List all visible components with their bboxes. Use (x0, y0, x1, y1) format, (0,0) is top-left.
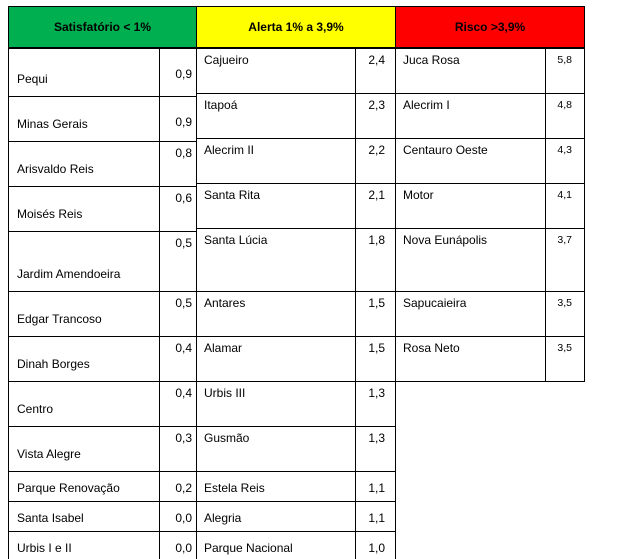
rate-value: 0,4 (175, 341, 192, 355)
header-alerta (196, 6, 396, 48)
cell-divider (159, 232, 160, 291)
cell-divider (159, 427, 160, 471)
place-name: Alegria (204, 511, 242, 525)
cell-divider (545, 49, 546, 93)
rate-value: 1,1 (368, 481, 385, 495)
rate-value: 0,9 (175, 67, 192, 81)
table-row (8, 231, 197, 292)
cell-divider (159, 142, 160, 186)
table-row (8, 501, 197, 532)
header-label: Alerta 1% a 3,9% (248, 20, 344, 34)
table-row (8, 48, 197, 97)
cell-divider (159, 187, 160, 231)
rate-value: 1,5 (368, 296, 385, 310)
table-row (395, 48, 585, 94)
place-name: Sapucaieira (403, 296, 467, 310)
cell-divider (355, 472, 356, 501)
cell-divider (355, 292, 356, 336)
rate-value: 4,3 (557, 144, 572, 156)
rate-value: 0,5 (175, 236, 192, 250)
rate-value: 2,3 (368, 98, 385, 112)
cell-divider (159, 502, 160, 531)
table-row (8, 336, 197, 382)
table-row (8, 96, 197, 142)
table-row (196, 336, 396, 382)
cell-divider (545, 229, 546, 291)
rate-value: 0,3 (175, 431, 192, 445)
table-row (8, 381, 197, 427)
table-row (196, 93, 396, 139)
rate-value: 0,2 (175, 481, 192, 495)
place-name: Alecrim I (403, 98, 450, 112)
place-name: Juca Rosa (403, 53, 460, 67)
rate-value: 3,5 (557, 342, 572, 354)
table-row (8, 426, 197, 472)
place-name: Parque Renovação (17, 481, 120, 495)
place-name: Moisés Reis (17, 207, 83, 221)
table-row (395, 336, 585, 382)
rate-value: 0,0 (175, 541, 192, 555)
cell-divider (545, 184, 546, 228)
cell-divider (355, 184, 356, 228)
cell-divider (355, 94, 356, 138)
table-row (8, 291, 197, 337)
place-name: Nova Eunápolis (403, 233, 488, 247)
rate-value: 0,8 (175, 146, 192, 160)
cell-divider (159, 49, 160, 96)
cell-divider (159, 382, 160, 426)
table-row (196, 426, 396, 472)
cell-divider (159, 97, 160, 141)
place-name: Antares (204, 296, 246, 310)
cell-divider (355, 502, 356, 531)
table-row (196, 138, 396, 184)
place-name: Alecrim II (204, 143, 255, 157)
rate-value: 1,3 (368, 386, 385, 400)
place-name: Motor (403, 188, 434, 202)
table-row (196, 381, 396, 427)
place-name: Gusmão (204, 431, 250, 445)
table-row (395, 183, 585, 229)
table-row (196, 471, 396, 502)
place-name: Santa Isabel (17, 511, 84, 525)
cell-divider (545, 337, 546, 381)
header-label: Satisfatório < 1% (53, 20, 152, 34)
cell-divider (355, 229, 356, 291)
table-row (8, 471, 197, 502)
table-row (196, 228, 396, 292)
place-name: Santa Lúcia (204, 233, 268, 247)
table-row (196, 183, 396, 229)
cell-divider (159, 292, 160, 336)
place-name: Pequi (17, 72, 48, 86)
header-risco (395, 6, 585, 48)
place-name: Santa Rita (204, 188, 261, 202)
place-name: Jardim Amendoeira (17, 267, 121, 281)
place-name: Urbis I e II (17, 541, 72, 555)
place-name: Centro (17, 402, 54, 416)
cell-divider (545, 94, 546, 138)
rate-value: 0,6 (175, 191, 192, 205)
place-name: Urbis III (204, 386, 246, 400)
cell-divider (355, 532, 356, 559)
rate-value: 1,8 (368, 233, 385, 247)
place-name: Cajueiro (204, 53, 249, 67)
place-name: Rosa Neto (403, 341, 460, 355)
place-name: Edgar Trancoso (17, 312, 102, 326)
table-row (395, 93, 585, 139)
rate-value: 0,0 (175, 511, 192, 525)
rate-value: 0,5 (175, 296, 192, 310)
cell-divider (355, 49, 356, 93)
cell-divider (355, 337, 356, 381)
rate-value: 3,7 (557, 234, 572, 246)
header-satisfatorio (8, 6, 197, 48)
place-name: Estela Reis (204, 481, 265, 495)
table-row (395, 291, 585, 337)
rate-value: 2,2 (368, 143, 385, 157)
cell-divider (355, 382, 356, 426)
rate-value: 1,0 (368, 541, 385, 555)
rate-value: 5,8 (557, 54, 572, 66)
cell-divider (159, 337, 160, 381)
place-name: Parque Nacional (204, 541, 293, 555)
cell-divider (545, 139, 546, 183)
rate-value: 2,4 (368, 53, 385, 67)
cell-divider (545, 292, 546, 336)
place-name: Vista Alegre (17, 447, 81, 461)
table-row (8, 141, 197, 187)
table-row (395, 138, 585, 184)
table-row (196, 291, 396, 337)
rate-value: 3,5 (557, 297, 572, 309)
cell-divider (159, 472, 160, 501)
rate-value: 0,4 (175, 386, 192, 400)
table-row (196, 531, 396, 559)
table-row (8, 186, 197, 232)
header-label: Risco >3,9% (454, 20, 526, 34)
place-name: Dinah Borges (17, 357, 90, 371)
rate-value: 2,1 (368, 188, 385, 202)
rate-value: 4,8 (557, 99, 572, 111)
rate-value: 4,1 (557, 189, 572, 201)
rate-value: 1,1 (368, 511, 385, 525)
table-row (395, 228, 585, 292)
place-name: Arisvaldo Reis (17, 162, 94, 176)
place-name: Centauro Oeste (403, 143, 488, 157)
cell-divider (355, 427, 356, 471)
table-row (196, 48, 396, 94)
rate-value: 1,5 (368, 341, 385, 355)
rate-value: 1,3 (368, 431, 385, 445)
place-name: Minas Gerais (17, 117, 88, 131)
table-row (196, 501, 396, 532)
cell-divider (355, 139, 356, 183)
place-name: Alamar (204, 341, 243, 355)
rate-value: 0,9 (175, 115, 192, 129)
cell-divider (159, 532, 160, 559)
table-row (8, 531, 197, 559)
place-name: Itapoá (204, 98, 238, 112)
